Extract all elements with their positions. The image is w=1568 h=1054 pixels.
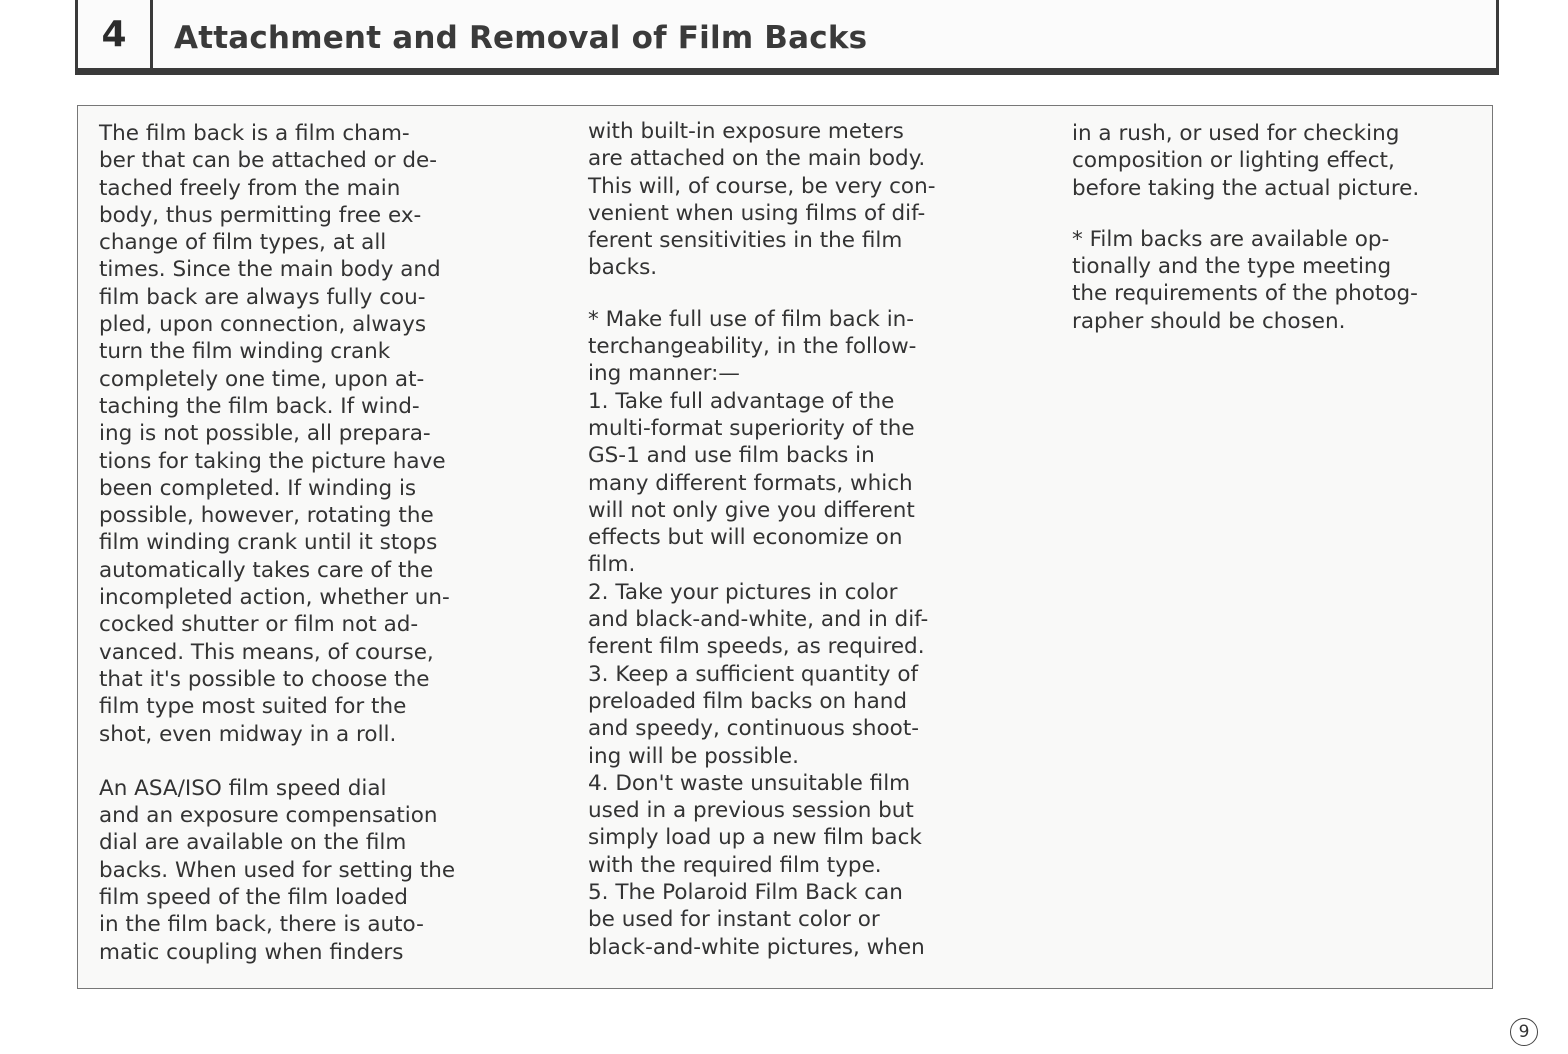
paragraph: The film back is a film cham- ber that can be attached or de- tached freely from the main body, thus permitting free ex- change of film types, at all times. Since the main body and film back are always fully cou- pled, upon connection, always turn the film winding crank completely one time, upon at- taching the film back. If wind- ing is not possible, all prepara- tions for taking the picture have been completed. If winding is possible, however, rotating the film winding crank until it stops automatically takes care of the incompleted action, whether un- cocked shutter or film not ad- vanced. This means, of course, that it's possible to choose the film type most suited for the shot, even midway in a roll. [99, 121, 450, 747]
chapter-header [75, 0, 1499, 75]
text-column-3 [1072, 120, 1462, 335]
paragraph: An ASA/ISO film speed dial and an exposure compensation dial are available on the film backs. When used for setting the film speed of the film loaded in the film back, there is auto- matic coupling when finders [99, 775, 456, 965]
paragraph: * Film backs are available op- tionally and the type meeting the requirements of the photog- rapher should be chosen. [1072, 226, 1418, 334]
text-column-2 [588, 118, 978, 961]
page-number: 9 [1510, 1018, 1538, 1046]
chapter-number: 4 [78, 0, 153, 68]
text-column-1 [99, 120, 489, 966]
paragraph: * Make full use of film back in- terchangeability, in the follow- ing manner:— 1. Take full advantage of the multi-format superiority of the GS-1 and use film backs in many different formats, which will not only give you different effects but will economize on film. 2. Take your pictures in color and black-and-white, and in dif- ferent film speeds, as required. 3. Keep a sufficient quantity of preloaded film backs on hand and speedy, continuous shoot- ing will be possible. 4. Don't waste unsuitable film used in a previous session but simply load up a new film back with the required film type. 5. The Polaroid Film Back can be used for instant color or black-and-white pictures, when [588, 306, 929, 960]
chapter-title: Attachment and Removal of Film Backs [174, 20, 868, 56]
paragraph: in a rush, or used for checking composition or lighting effect, before taking the actual picture. [1072, 121, 1420, 201]
text-panel [77, 105, 1493, 989]
paragraph: with built-in exposure meters are attached on the main body. This will, of course, be very con- venient when using films of dif- ferent sensitivities in the film backs. [588, 119, 936, 281]
